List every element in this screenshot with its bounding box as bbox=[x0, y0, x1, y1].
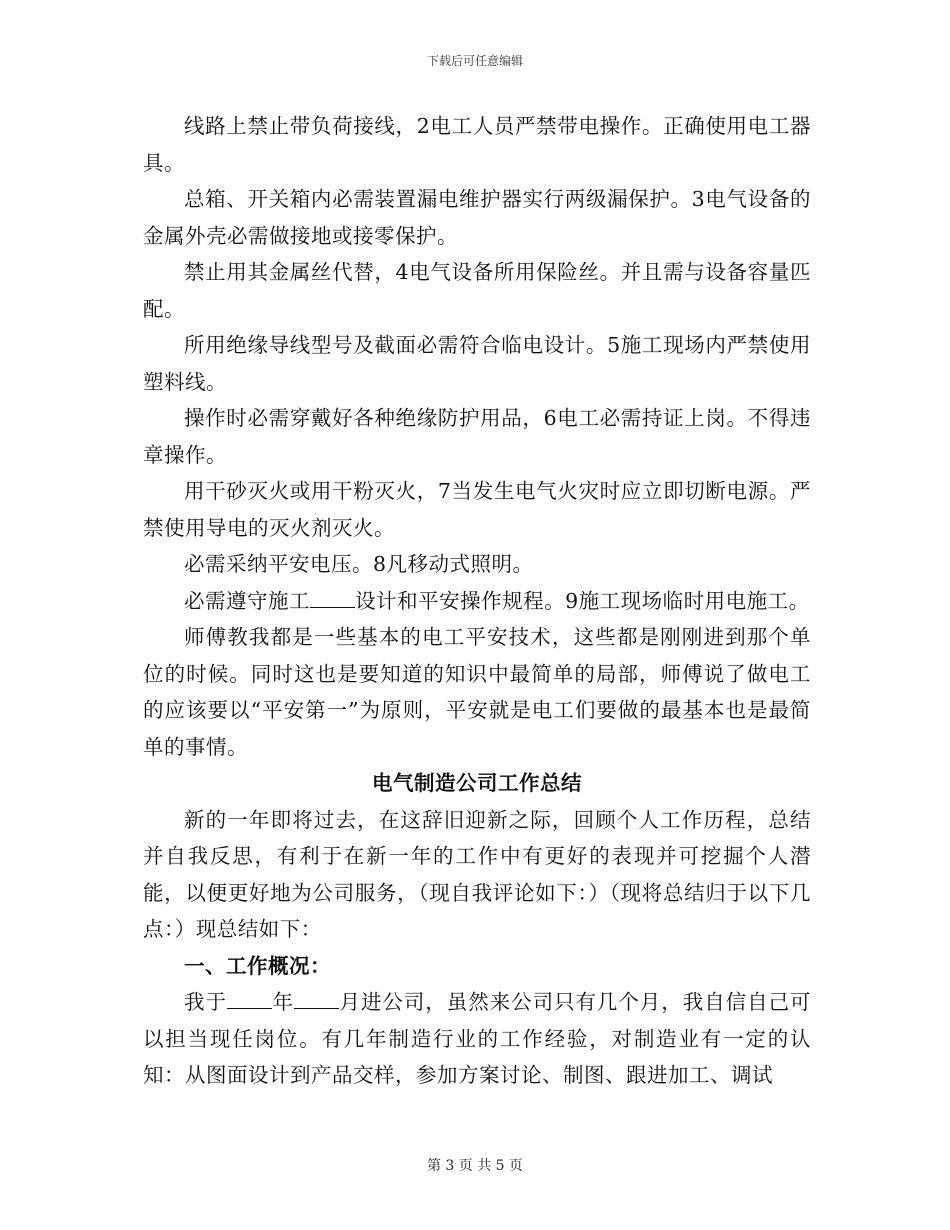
section-paragraph bbox=[143, 984, 811, 1094]
text-segment: 必需遵守施工 bbox=[184, 588, 310, 613]
fill-in-blank-month bbox=[294, 988, 339, 1010]
text-segment: 月进公司，虽然来公司只有几个月，我自信自己可以担当现任岗位。有几年制造行业的工作经验，对制造业有一定的认知：从图面设计到产品交样，参加方案讨论、制图、跟进加工、调试 bbox=[143, 990, 812, 1087]
document-title: 电气制造公司工作总结 bbox=[372, 771, 582, 795]
paragraph: 总箱、开关箱内必需装置漏电维护器实行两级漏保护。3电气设备的金属外壳必需做接地或接零保护。 bbox=[143, 187, 811, 248]
paragraph: 禁止用其金属丝代替，4电气设备所用保险丝。并且需与设备容量匹配。 bbox=[143, 260, 811, 321]
header-note: 下载后可任意编辑 bbox=[426, 54, 523, 68]
paragraph: 用干砂灭火或用干粉灭火，7当发生电气火灾时应立即切断电源。严禁使用导电的灭火剂灭火。 bbox=[143, 479, 811, 540]
section-heading: 一、工作概况： bbox=[184, 953, 331, 978]
text-segment: 设计和平安操作规程。9施工现场临时用电施工。 bbox=[355, 588, 810, 613]
paragraph-with-blank bbox=[143, 583, 811, 620]
paragraph: 所用绝缘导线型号及截面必需符合临电设计。5施工现场内严禁使用塑料线。 bbox=[143, 333, 811, 394]
text-segment: 年 bbox=[272, 990, 294, 1014]
fill-in-blank bbox=[310, 586, 355, 608]
paragraph: 师傅教我都是一些基本的电工平安技术，这些都是刚刚进到那个单位的时候。同时这也是要知道的知识中最简单的局部，师傅说了做电工的应该要以“平安第一”为原则，平安就是电工们要做的最基本也是最简单的事情。 bbox=[143, 625, 811, 759]
intro-paragraph: 新的一年即将过去，在这辞旧迎新之际，回顾个人工作历程，总结并自我反思，有利于在新一年的工作中有更好的表现并可挖掘个人潜能，以便更好地为公司服务，（现自我评论如下：）（现将总结归于以下几点：）现总结如下： bbox=[143, 807, 811, 941]
fill-in-blank-year bbox=[227, 988, 272, 1010]
paragraph: 操作时必需穿戴好各种绝缘防护用品，6电工必需持证上岗。不得违章操作。 bbox=[143, 406, 811, 467]
paragraph: 必需采纳平安电压。8凡移动式照明。 bbox=[184, 552, 534, 576]
text-segment: 我于 bbox=[184, 990, 227, 1014]
paragraph: 线路上禁止带负荷接线，2电工人员严禁带电操作。正确使用电工器具。 bbox=[143, 114, 811, 175]
document-body bbox=[143, 108, 811, 1094]
page-footer: 第 3 页 共 5 页 bbox=[426, 1158, 524, 1174]
